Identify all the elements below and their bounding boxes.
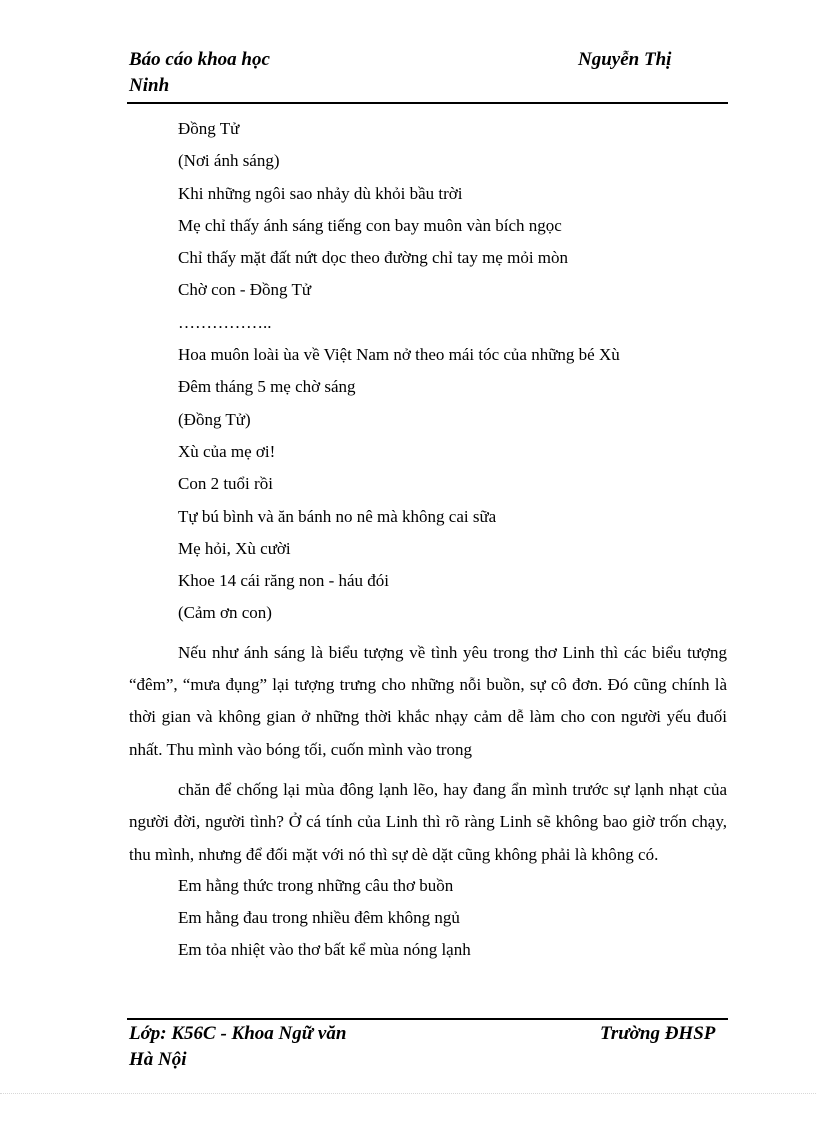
header-left-text: Báo cáo khoa học Ninh [129, 49, 270, 96]
footer-right-text: Trường ĐHSP [600, 1023, 716, 1044]
footer-left-text: Lớp: K56C - Khoa Ngữ văn Hà Nội [129, 1023, 347, 1070]
header-right-text: Nguyễn Thị [578, 49, 672, 70]
poem-line: Chờ con - Đồng Tử [178, 280, 312, 300]
poem-line: (Cảm ơn con) [178, 603, 272, 623]
poem-line: Em hằng thức trong những câu thơ buồn [178, 875, 454, 895]
footer-rule [127, 1018, 728, 1020]
body-paragraph-1: Nếu như ánh sáng là biểu tượng về tình yêu trong thơ Linh thì các biểu tượng “đêm”, “mưa đụng” lại tượng trưng cho những nỗi buồn, sự cô đơn. Đó cũng chính là thời gian và không gian ở những thời khắc nhạy cảm dễ làm cho con người yếu đuối nhất. Thu mình vào bóng tối, cuốn mình vào trong [129, 642, 727, 759]
poem-line: Hoa muôn loài ùa về Việt Nam nở theo mái tóc của những bé Xù [178, 345, 620, 365]
poem-line: Em tỏa nhiệt vào thơ bất kể mùa nóng lạnh [178, 940, 471, 960]
poem-line: Đồng Tử [178, 119, 240, 138]
poem-excerpt-1 [129, 116, 727, 633]
poem-line: Đêm tháng 5 mẹ chờ sáng [178, 377, 356, 397]
page-bottom-dotted-line [0, 1093, 816, 1094]
poem-line: Khi những ngôi sao nhảy dù khỏi bầu trời [178, 183, 463, 203]
poem-line: (Đồng Tử) [178, 409, 251, 429]
header-rule [127, 102, 728, 104]
poem-line: Chỉ thấy mặt đất nứt dọc theo đường chỉ tay mẹ mỏi mòn [178, 248, 569, 268]
poem-line: (Nơi ánh sáng) [178, 151, 280, 171]
poem-line: Mẹ hỏi, Xù cười [178, 538, 291, 558]
page-body [129, 116, 727, 970]
body-paragraph-2: chăn để chống lại mùa đông lạnh lẽo, hay đang ẩn mình trước sự lạnh nhạt của người đời, người tình? Ở cá tính của Linh thì rõ ràng Linh sẽ không bao giờ trốn chạy, thu mình, nhưng để đối mặt với nó thì sự dè dặt cũng không phải là không có. [129, 779, 727, 864]
poem-line: Mẹ chỉ thấy ánh sáng tiếng con bay muôn vàn bích ngọc [178, 215, 562, 235]
poem-line: Tự bú bình và ăn bánh no nê mà không cai sữa [178, 506, 497, 526]
poem-line: Xù của mẹ ơi! [178, 441, 276, 461]
poem-line: Khoe 14 cái răng non - háu đói [178, 571, 390, 591]
poem-excerpt-2 [129, 873, 727, 970]
poem-line: Con 2 tuổi rồi [178, 474, 273, 494]
poem-line: Em hằng đau trong nhiều đêm không ngủ [178, 908, 460, 928]
poem-line: …………….. [178, 312, 272, 332]
